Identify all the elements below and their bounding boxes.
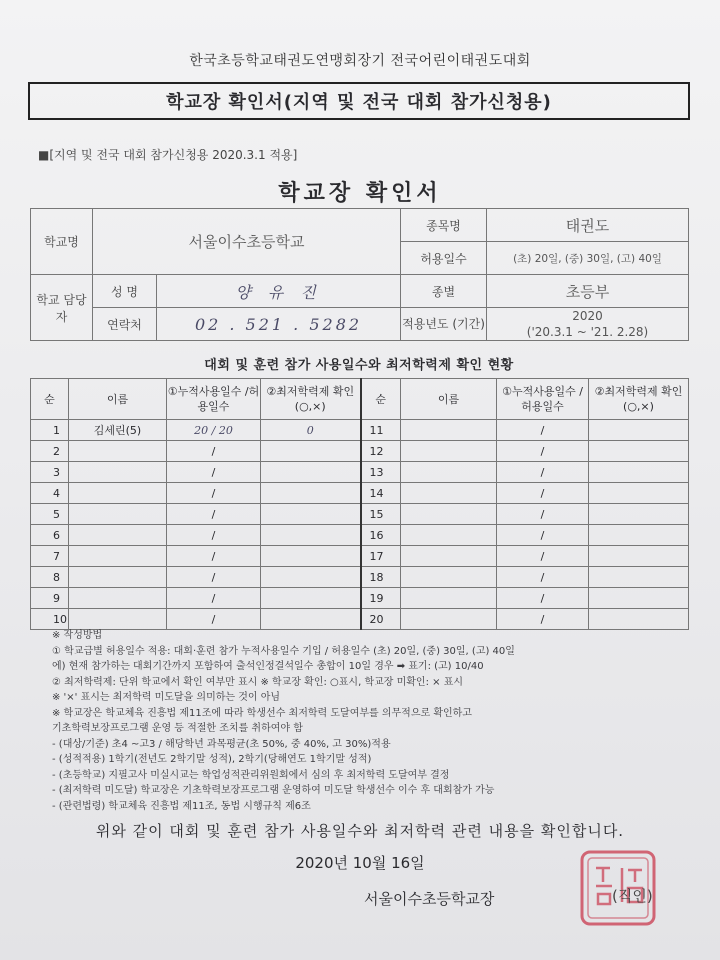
academic-cell — [261, 525, 361, 546]
academic-cell — [589, 609, 689, 630]
status-rows — [31, 420, 689, 630]
days-cell: 20 / 20 — [167, 420, 261, 441]
days-cell: / — [497, 525, 589, 546]
row-number-cell: 8 — [31, 567, 69, 588]
name-cell — [401, 609, 497, 630]
days-cell: / — [167, 504, 261, 525]
division-value: 초등부 — [487, 275, 689, 308]
instruction-line: - (초등학교) 지필고사 미실시교는 학업성적관리위원회에서 심의 후 최저학력 도달여부 결정 — [52, 769, 450, 781]
instruction-line: 기초학력보장프로그램 운영 등 적절한 조치를 취하여야 함 — [52, 723, 303, 734]
year-period: ('20.3.1 ~ '21. 2.28) — [526, 325, 649, 339]
academic-cell — [589, 525, 689, 546]
sport-value: 태권도 — [487, 209, 689, 242]
participation-status-table — [30, 378, 689, 630]
table-row — [31, 588, 689, 609]
contact-label: 연락처 — [93, 308, 157, 341]
days-cell: / — [167, 588, 261, 609]
row-number-cell: 15 — [361, 504, 401, 525]
table-row — [31, 609, 689, 630]
row-number-cell: 10 — [31, 609, 69, 630]
days-cell: / — [167, 609, 261, 630]
table-header-row — [31, 379, 689, 420]
allowed-days-value: (초) 20일, (중) 30일, (고) 40일 — [487, 242, 689, 275]
days-cell: / — [167, 567, 261, 588]
academic-cell — [261, 483, 361, 504]
allowed-days-label: 허용일수 — [401, 242, 487, 275]
academic-cell — [261, 441, 361, 462]
academic-cell — [589, 567, 689, 588]
days-cell: / — [497, 609, 589, 630]
header-name-left: 이름 — [69, 379, 167, 420]
name-cell — [401, 420, 497, 441]
academic-cell — [589, 588, 689, 609]
days-cell: / — [497, 546, 589, 567]
name-cell — [69, 588, 167, 609]
instruction-line: - (최저학력 미도달) 학교장은 기초학력보장프로그램 운영하여 미도달 학생선수 이수 후 대회참가 가능 — [52, 785, 495, 796]
academic-cell — [589, 462, 689, 483]
instructions — [52, 628, 692, 814]
instruction-line: - (대상/기준) 초4 ~고3 / 해당학년 과목평균(초 50%, 중 40%, 고 30%)적용 — [52, 738, 391, 750]
instruction-line: ※ 학교장은 학교체육 진흥법 제11조에 따라 학생선수 최저학력 도달여부를 의무적으로 확인하고 — [52, 707, 472, 719]
header-academic-left: ②최저학력제 확인(○,×) — [261, 379, 361, 420]
row-number-cell: 17 — [361, 546, 401, 567]
instruction-line: ② 최저학력제: 단위 학교에서 확인 여부만 표시 ※ 학교장 확인: ○표시, 학교장 미확인: × 표시 — [52, 676, 464, 688]
name-cell — [401, 441, 497, 462]
academic-cell — [261, 504, 361, 525]
table-row — [31, 525, 689, 546]
instruction-line: - (관련법령) 학교체육 진흥법 제11조, 동법 시행규칙 제6조 — [52, 800, 311, 812]
school-info-table — [30, 208, 689, 341]
row-number-cell: 2 — [31, 441, 69, 462]
name-cell — [401, 504, 497, 525]
header-no-right: 순 — [361, 379, 401, 420]
header-days-right: ①누적사용일수 /허용일수 — [497, 379, 589, 420]
academic-cell — [589, 441, 689, 462]
instruction-line: 에) 현재 참가하는 대회기간까지 포함하여 출석인정결석일수 총합이 10일 경우 ➡ 표기: (고) 10/40 — [52, 661, 484, 672]
name-cell — [69, 525, 167, 546]
row-number-cell: 1 — [31, 420, 69, 441]
table-row — [31, 420, 689, 441]
name-cell — [401, 483, 497, 504]
form-title: 학교장 확인서 — [278, 181, 442, 206]
academic-cell — [589, 546, 689, 567]
contact-value: 02 . 521 . 5282 — [157, 308, 401, 341]
name-cell — [401, 567, 497, 588]
year-cell — [487, 308, 689, 341]
row-number-cell: 13 — [361, 462, 401, 483]
name-cell — [69, 609, 167, 630]
application-note: ■[지역 및 전국 대회 참가신청용 2020.3.1 적용] — [38, 148, 298, 162]
row-number-cell: 14 — [361, 483, 401, 504]
name-cell — [69, 441, 167, 462]
year-value: 2020 — [572, 309, 603, 323]
issue-date: 2020년 10월 16일 — [295, 854, 425, 872]
instruction-line: ※ 작성방법 — [52, 630, 103, 641]
row-number-cell: 12 — [361, 441, 401, 462]
header-days-left: ①누적사용일수 /허용일수 — [167, 379, 261, 420]
name-cell — [69, 483, 167, 504]
academic-cell — [261, 546, 361, 567]
table-row — [31, 441, 689, 462]
academic-cell — [589, 420, 689, 441]
organization-heading: 한국초등학교태권도연맹회장기 전국어린이태권도대회 — [189, 53, 531, 69]
name-cell — [401, 546, 497, 567]
name-cell — [69, 504, 167, 525]
instruction-line: ※ '×' 표시는 최저학력 미도달을 의미하는 것이 아님 — [52, 692, 281, 703]
main-title: 학교장 확인서(지역 및 전국 대회 참가신청용) — [28, 82, 690, 120]
academic-cell — [261, 609, 361, 630]
academic-cell — [589, 483, 689, 504]
name-cell — [69, 462, 167, 483]
division-label: 종별 — [401, 275, 487, 308]
table-row — [31, 546, 689, 567]
days-cell: / — [497, 441, 589, 462]
days-cell: / — [497, 483, 589, 504]
school-value: 서울이수초등학교 — [93, 209, 401, 275]
status-title: 대회 및 훈련 참가 사용일수와 최저학력제 확인 현황 — [204, 358, 514, 373]
academic-cell — [589, 504, 689, 525]
academic-cell — [261, 588, 361, 609]
confirmation-statement: 위와 같이 대회 및 훈련 참가 사용일수와 최저학력 관련 내용을 확인합니다. — [95, 822, 625, 840]
row-number-cell: 18 — [361, 567, 401, 588]
seal-label: (직인) — [612, 887, 653, 905]
days-cell: / — [497, 462, 589, 483]
row-number-cell: 3 — [31, 462, 69, 483]
row-number-cell: 4 — [31, 483, 69, 504]
principal-signatory: 서울이수초등학교장 — [364, 890, 495, 908]
instruction-line: - (성적적용) 1학기(전년도 2학기말 성적), 2학기(당해연도 1학기말 성적) — [52, 754, 372, 765]
name-cell — [69, 546, 167, 567]
days-cell: / — [497, 420, 589, 441]
days-cell: / — [167, 483, 261, 504]
academic-cell — [261, 567, 361, 588]
name-cell — [69, 567, 167, 588]
days-cell: / — [167, 525, 261, 546]
instruction-line: ① 학교급별 허용일수 적용: 대회·훈련 참가 누적사용일수 기입 / 허용일수 (초) 20일, (중) 30일, (고) 40일 — [52, 645, 515, 657]
school-label: 학교명 — [31, 209, 93, 275]
header-name-right: 이름 — [401, 379, 497, 420]
header-no-left: 순 — [31, 379, 69, 420]
row-number-cell: 20 — [361, 609, 401, 630]
year-label: 적용년도 (기간) — [401, 308, 487, 341]
table-row — [31, 483, 689, 504]
row-number-cell: 19 — [361, 588, 401, 609]
name-cell: 김세린(5) — [69, 420, 167, 441]
academic-cell — [261, 462, 361, 483]
table-row — [31, 567, 689, 588]
row-number-cell: 11 — [361, 420, 401, 441]
days-cell: / — [497, 588, 589, 609]
days-cell: / — [167, 441, 261, 462]
row-number-cell: 6 — [31, 525, 69, 546]
academic-cell: 0 — [261, 420, 361, 441]
row-number-cell: 9 — [31, 588, 69, 609]
table-row — [31, 504, 689, 525]
days-cell: / — [497, 504, 589, 525]
days-cell: / — [167, 462, 261, 483]
days-cell: / — [167, 546, 261, 567]
sport-label: 종목명 — [401, 209, 487, 242]
row-number-cell: 16 — [361, 525, 401, 546]
name-cell — [401, 462, 497, 483]
name-label: 성 명 — [93, 275, 157, 308]
name-cell — [401, 525, 497, 546]
name-cell — [401, 588, 497, 609]
manager-name-value: 양 유 진 — [157, 275, 401, 308]
header-academic-right: ②최저학력제 확인(○,×) — [589, 379, 689, 420]
row-number-cell: 7 — [31, 546, 69, 567]
manager-label: 학교 담당자 — [31, 275, 93, 341]
row-number-cell: 5 — [31, 504, 69, 525]
table-row — [31, 462, 689, 483]
days-cell: / — [497, 567, 589, 588]
